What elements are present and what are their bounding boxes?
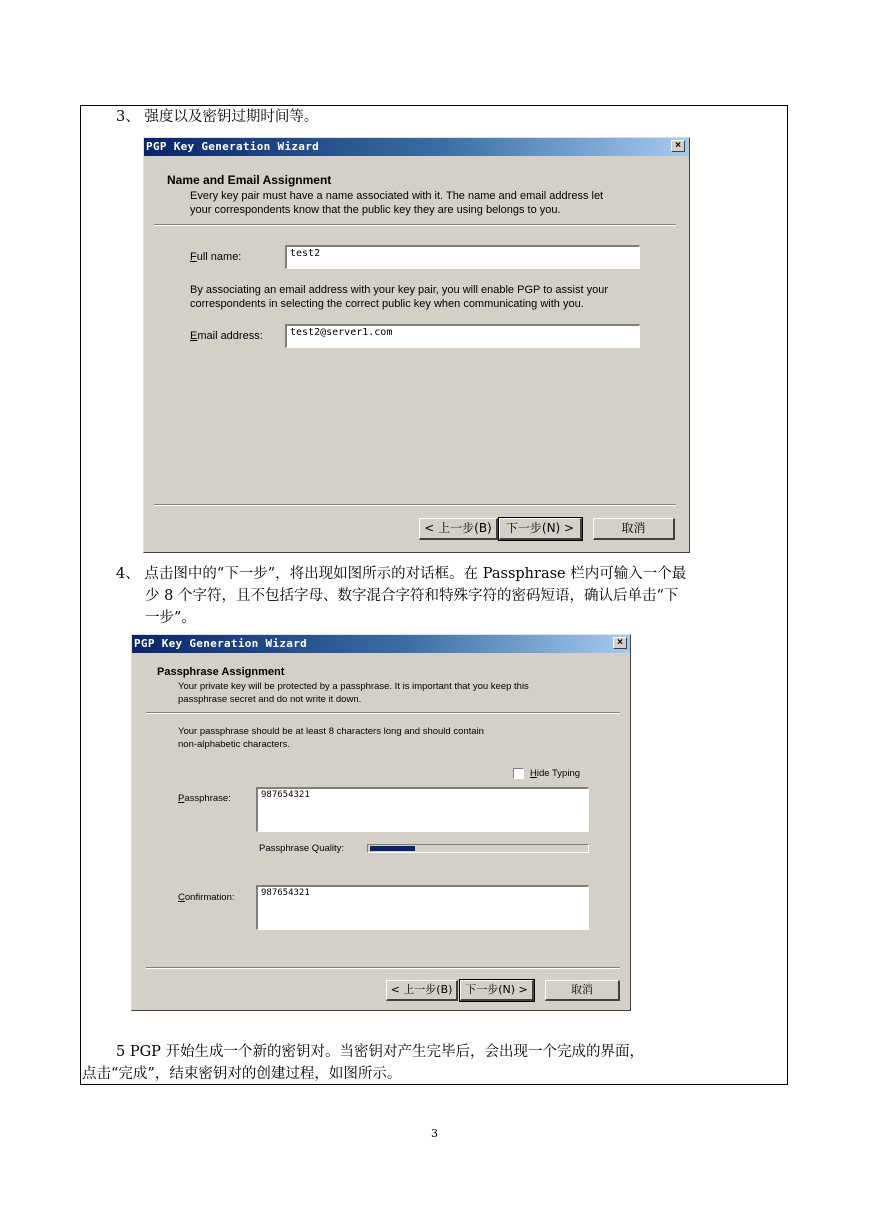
passphrase-note-line1: Your passphrase should be at least 8 characters long and should contain — [178, 726, 484, 737]
next-button[interactable]: 下一步(N) > — [460, 980, 534, 1001]
cancel-button[interactable]: 取消 — [593, 518, 675, 540]
email-address-input[interactable]: test2@server1.com — [285, 324, 640, 348]
dialog-title: PGP Key Generation Wizard — [146, 140, 320, 153]
dialog-titlebar — [144, 138, 689, 156]
close-icon[interactable]: × — [671, 140, 685, 152]
passphrase-quality-fill — [370, 846, 415, 851]
step3-text: 3、 强度以及密钥过期时间等。 — [116, 109, 319, 125]
confirmation-input[interactable]: 987654321 — [256, 885, 589, 930]
full-name-input[interactable]: test2 — [285, 245, 640, 269]
close-icon[interactable]: × — [613, 637, 627, 649]
passphrase-label: Passphrase: — [178, 793, 231, 804]
step4-text-line2: 少 8 个字符，且不包括字母、数字混合字符和特殊字符的密码短语，确认后单击“下 — [145, 588, 679, 604]
step4-text-line3: 一步”。 — [145, 610, 196, 626]
hide-typing-checkbox[interactable] — [513, 768, 524, 779]
confirmation-label: Confirmation: — [178, 892, 235, 903]
section-description-line1: Every key pair must have a name associated with it. The name and email address let — [190, 190, 604, 202]
key-generation-dialog-name — [143, 137, 690, 553]
section-description-line2: passphrase secret and do not write it down. — [178, 694, 362, 705]
dialog-titlebar — [132, 635, 630, 653]
back-button[interactable]: < 上一步(B) — [386, 980, 458, 1001]
passphrase-note-line2: non-alphabetic characters. — [178, 739, 290, 750]
next-button[interactable]: 下一步(N) > — [499, 518, 582, 540]
step5-text-line1: 5 PGP 开始生成一个新的密钥对。当密钥对产生完毕后，会出现一个完成的界面， — [116, 1044, 645, 1060]
section-heading: Passphrase Assignment — [157, 666, 285, 678]
back-button[interactable]: < 上一步(B) — [419, 518, 498, 540]
passphrase-quality-label: Passphrase Quality: — [259, 843, 345, 854]
page-number: 3 — [431, 1127, 438, 1140]
email-address-label: Email address: — [190, 330, 263, 342]
email-note-line2: correspondents in selecting the correct public key when communicating with you. — [190, 298, 584, 310]
section-description-line1: Your private key will be protected by a passphrase. It is important that you keep this — [178, 681, 529, 692]
section-description-line2: your correspondents know that the public key they are using belongs to you. — [190, 204, 561, 216]
header-separator — [154, 224, 676, 226]
full-name-label: Full name: — [190, 251, 242, 263]
passphrase-input[interactable]: 987654321 — [256, 787, 589, 832]
step4-text-line1: 4、 点击图中的“下一步”，将出现如图所示的对话框。在 Passphrase 栏内可输入一个最 — [116, 566, 687, 582]
email-note-line1: By associating an email address with your key pair, you will enable PGP to assist your — [190, 284, 608, 296]
key-generation-dialog-passphrase — [131, 634, 631, 1011]
hide-typing-label[interactable]: Hide Typing — [530, 768, 581, 779]
cancel-button[interactable]: 取消 — [545, 980, 620, 1001]
footer-separator — [146, 967, 620, 969]
footer-separator — [154, 504, 676, 506]
header-separator — [146, 712, 620, 714]
dialog-title: PGP Key Generation Wizard — [134, 637, 308, 650]
passphrase-quality-bar — [367, 844, 589, 853]
step5-text-line2: 点击“完成”，结束密钥对的创建过程，如图所示。 — [82, 1066, 402, 1082]
section-heading: Name and Email Assignment — [167, 173, 332, 187]
